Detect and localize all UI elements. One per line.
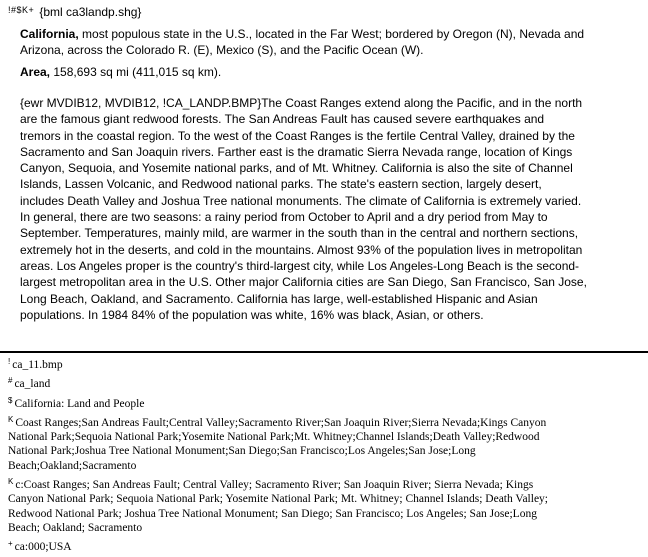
footnote-keywords bbox=[0, 413, 568, 473]
area-paragraph bbox=[20, 64, 588, 80]
body-paragraph: {ewr MVDIB12, MVDIB12, !CA_LANDP.BMP}The Coast Ranges extend along the Pacific, and in the north are the famous giant redwood forests. The San Andreas Fault has caused severe earthquakes and tremors in the coastal region. To the west of the Coast Ranges is the fertile Central Valley, drained by the Sacramento and San Joaquin rivers. Farther east is the dramatic Sierra Nevada range, location of Kings Canyon, Sequoia, and Yosemite national parks, and of Mt. Whitney. California is also the site of Channel Islands, Lassen Volcanic, and Redwood national parks. The state's eastern section, largely desert, includes Death Valley and Joshua Tree national monuments. The climate of California is extremely varied. In general, there are two seasons: a rainy period from October to April and a dry period from May to September. Temperatures, mainly mild, are warmer in the south than in the central and northern sections, extremely hot in the deserts, and cold in the mountains. Almost 93% of the population lives in metropolitan areas. Los Angeles proper is the country's third-largest city, while Los Angeles-Long Beach is the second-largest metropolitan area in the U.S. Other major California cities are San Diego, San Francisco, San Jose, Long Beach, Oakland, and Sacramento. California has large, well-established Hispanic and Asian populations. In 1984 84% of the population was white, 16% was black, Asian, or others. bbox=[20, 96, 587, 322]
footnote-text: ca:000;USA bbox=[14, 541, 72, 554]
area-text: 158,693 sq mi (411,015 sq km). bbox=[50, 65, 222, 79]
footnote-keywords-alt bbox=[0, 475, 568, 535]
footnote-mark: # bbox=[8, 376, 13, 386]
footnote-pane[interactable] bbox=[0, 355, 648, 557]
footnote-browse-sequence bbox=[0, 537, 568, 554]
footnote-context-id bbox=[0, 374, 568, 391]
footnote-bitmap bbox=[0, 355, 568, 372]
footnote-title bbox=[0, 394, 568, 411]
footnote-text: Coast Ranges;San Andreas Fault;Central Valley;Sacramento River;San Joaquin River;Sierra Nevada;Kings Canyon National Park;Sequoia National Park;Yosemite National Park;Mt. Whitney;Channel Islands;Death Valley;Redwood National Park;Joshua Tree National Monument;San Diego;San Francisco;Los Angeles;San Jose;Long Beach;Oakland;Sacramento bbox=[8, 416, 547, 472]
footnote-mark: K bbox=[8, 477, 14, 487]
footnote-mark: + bbox=[8, 539, 13, 549]
bitmap-command: {bml ca3landp.shg} bbox=[39, 5, 142, 19]
footnote-text: ca_land bbox=[14, 378, 51, 391]
intro-term: California, bbox=[20, 27, 79, 41]
footnote-text: California: Land and People bbox=[14, 397, 145, 410]
topic-header bbox=[8, 3, 141, 20]
footnote-mark: ! bbox=[8, 357, 11, 366]
footnote-text: ca_11.bmp bbox=[12, 359, 63, 371]
intro-paragraph bbox=[20, 26, 588, 58]
footnote-mark: K bbox=[8, 414, 14, 424]
footnote-divider bbox=[0, 351, 648, 353]
intro-text: most populous state in the U.S., located in the Far West; bordered by Oregon (N), Nevada and Arizona, across the Colorado R. (E), Mexico (S), and the Pacific Ocean (W). bbox=[20, 27, 585, 57]
footnote-mark: $ bbox=[8, 395, 13, 405]
footnote-marks: !#$K+ bbox=[8, 5, 35, 15]
footnote-text: c:Coast Ranges; San Andreas Fault; Central Valley; Sacramento River; San Joaquin River; Sierra Nevada; Kings Canyon National Park; Sequoia National Park; Yosemite National Park; Mt. Whitney; Channel Islands; Death Valley; Redwood National Park; Joshua Tree National Monument; San Diego; San Francisco; Los Angeles; San Jose;Long Beach; Oakland; Sacramento bbox=[8, 479, 548, 534]
area-term: Area, bbox=[20, 65, 51, 79]
